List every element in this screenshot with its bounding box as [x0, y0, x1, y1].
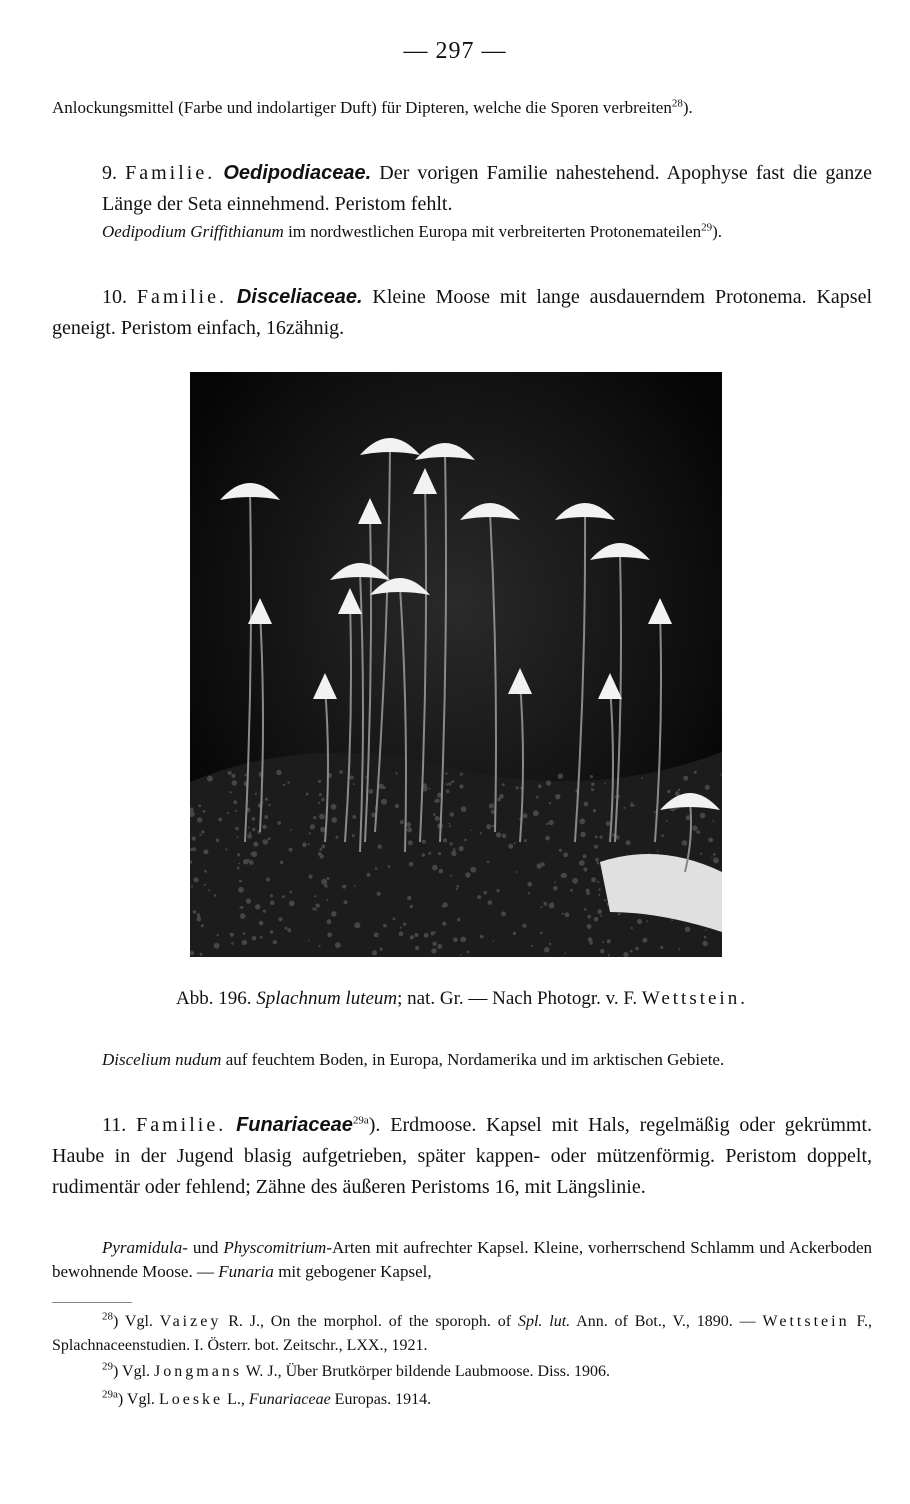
page-number: — 297 —	[403, 38, 507, 64]
splachnum-photo-illustration	[190, 372, 722, 957]
family-11-note: Pyramidula- und Physcomitrium-Arten mit aufrechter Kapsel. Kleine, vorherrschend Schlamm und Ackerboden bewohnende Moose. — Funaria mit gebogener Kapsel,	[52, 1238, 872, 1281]
discelium-note: Discelium nudum auf feuchtem Boden, in Europa, Nordamerika und im arktischen Gebiete.	[102, 1050, 725, 1069]
footnote-28: $^{28}$) Vgl. Vaizey R. J., On the morphol. of the sporoph. of Spl. lut. Ann. of Bot., V., 1890. — Wettstein F., Splachnaceenstudien. I. Österr. bot. Zeitschr., LXX., 1921.	[52, 1310, 873, 1354]
figure-species: Splachnum luteum	[256, 988, 398, 1009]
family-9-paragraph: 9. Familie. Oedipodiaceae. Der vorigen Familie nahestehend. Apophyse fast die ganze Länge der Seta einnehmend. Peristom fehlt.	[102, 162, 873, 215]
footnote-ref-29a[interactable]: 29a	[352, 1114, 369, 1127]
family-9-note: Oedipodium Griffithianum im nordwestlichen Europa mit verbreiterten Protonemateilen$^{29}$).	[102, 221, 723, 241]
family-11-name: Funariaceae	[236, 1114, 353, 1136]
intro-text: Anlockungsmittel (Farbe und indolartiger Duft) für Dipteren, welche die Sporen verbreiten	[52, 98, 672, 117]
family-9-name: Oedipodiaceae.	[223, 162, 372, 184]
figure-caption: Abb. 196. Splachnum luteum; nat. Gr. — Nach Photogr. v. F. Wettstein.	[176, 988, 748, 1009]
family-10-paragraph: 10. Familie. Disceliaceae. Kleine Moose mit lange ausdauerndem Protonema. Kapsel geneigt. Peristom einfach, 16zähnig.	[52, 286, 873, 339]
footnote-29a: $^{29a}$) Vgl. Loeske L., Funariaceae Europas. 1914.	[102, 1388, 432, 1408]
family-10-name: Disceliaceae.	[236, 286, 363, 308]
family-11-paragraph: 11. Familie. Funariaceae$^{29a}$). Erdmoose. Kapsel mit Hals, regelmäßig oder gekrümmt. Haube in der Jugend blasig aufgetrieben, später kappen- oder mützenförmig. Peristom doppelt, rudimentär oder fehlend; Zähne des äußeren Peristoms 16, mit Längslinie.	[52, 1114, 873, 1198]
footnote-ref-29[interactable]: 29	[701, 221, 713, 234]
footnote-29: $^{29}$) Vgl. Jongmans W. J., Über Brutkörper bildende Laubmoose. Diss. 1906.	[102, 1360, 611, 1380]
moss-photograph	[190, 372, 722, 957]
intro-paragraph: Anlockungsmittel (Farbe und indolartiger Duft) für Dipteren, welche die Sporen verbreiten$^{28}$).	[52, 97, 693, 117]
footnote-ref-28[interactable]: 28	[671, 97, 683, 110]
footnote-divider	[52, 1302, 132, 1303]
